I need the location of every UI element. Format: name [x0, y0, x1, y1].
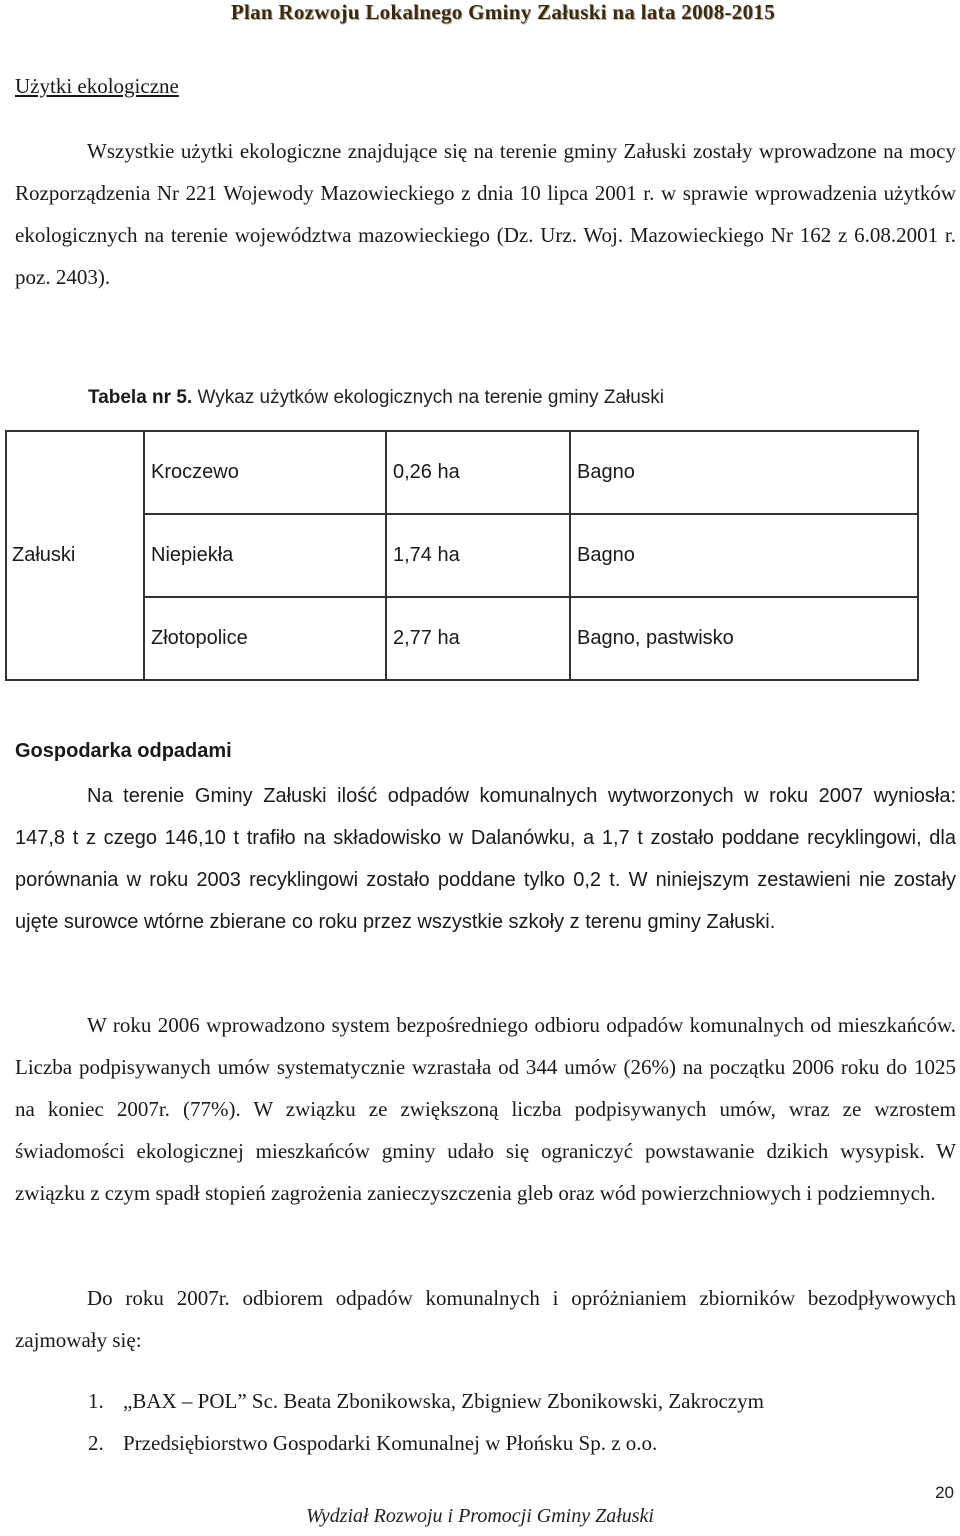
type-cell: Bagno: [570, 431, 918, 514]
gmina-cell: Załuski: [6, 431, 144, 680]
list-item-text: Przedsiębiorstwo Gospodarki Komunalnej w Płońsku Sp. z o.o.: [123, 1431, 658, 1455]
section-heading-eco: Użytki ekologiczne: [15, 74, 179, 98]
paragraph-waste-2-text: W roku 2006 wprowadzono system bezpośredniego odbioru odpadów komunalnych od mieszkańców. Liczba podpisywanych umów systematycznie wzrastała od 344 umów (26%) na początku 2006 roku do 1025 na koniec 2007r. (77%). W związku ze zwiększoną liczba podpisywanych umów, wraz ze wzrostem świadomości ekologicznej mieszkańców gminy udało się ograniczyć powstawanie dzikich wysypisk. W związku z czym spadł stopień zagrożenia zanieczyszczenia gleb oraz wód powierzchniowych i podziemnych.: [15, 1013, 956, 1205]
table-caption: [88, 384, 664, 409]
paragraph-waste-1: [15, 775, 956, 943]
type-cell: Bagno: [570, 514, 918, 597]
type-cell: Bagno, pastwisko: [570, 597, 918, 680]
firms-list: [88, 1380, 764, 1464]
list-item-text: „BAX – POL” Sc. Beata Zbonikowska, Zbigniew Zbonikowski, Zakroczym: [123, 1389, 764, 1413]
paragraph-eco-text: Wszystkie użytki ekologiczne znajdujące się na terenie gminy Załuski zostały wprowadzone na mocy Rozporządzenia Nr 221 Wojewody Mazowieckiego z dnia 10 lipca 2001 r. w sprawie wprowadzenia użytków ekologicznych na terenie województwa mazowieckiego (Dz. Urz. Woj. Mazowieckiego Nr 162 z 6.08.2001 r. poz. 2403).: [15, 139, 956, 289]
list-item-number: 1.: [88, 1389, 104, 1413]
document-header: Plan Rozwoju Lokalnego Gminy Załuski na lata 2008-2015: [230, 0, 775, 24]
place-cell: Kroczewo: [144, 431, 386, 514]
document-footer: Wydział Rozwoju i Promocji Gminy Załuski: [306, 1505, 654, 1527]
paragraph-waste-2: [15, 1004, 956, 1214]
list-item: [88, 1422, 764, 1464]
table-caption-label: Tabela nr 5.: [88, 387, 193, 408]
area-cell: 1,74 ha: [386, 514, 570, 597]
table-row: [6, 431, 918, 514]
eco-table: [5, 430, 919, 681]
list-item-number: 2.: [88, 1431, 104, 1455]
area-cell: 0,26 ha: [386, 431, 570, 514]
paragraph-eco: [15, 130, 956, 298]
place-cell: Niepiekła: [144, 514, 386, 597]
section-heading-waste: Gospodarka odpadami: [15, 740, 232, 762]
paragraph-waste-1-text: Na terenie Gminy Załuski ilość odpadów komunalnych wytworzonych w roku 2007 wyniosła: 147,8 t z czego 146,10 t trafiło na składowisko w Dalanówku, a 1,7 t zostało poddane recyklingowi, dla porównania w roku 2003 recyklingowi zostało poddane tylko 0,2 t. W niniejszym zestawieni nie zostały ujęte surowce wtórne zbierane co roku przez wszystkie szkoły z terenu gminy Załuski.: [15, 785, 956, 933]
paragraph-waste-3-text: Do roku 2007r. odbiorem odpadów komunalnych i opróżnianiem zbiorników bezodpływowych zajmowały się:: [15, 1286, 956, 1352]
paragraph-waste-3: [15, 1277, 956, 1361]
area-cell: 2,77 ha: [386, 597, 570, 680]
place-cell: Złotopolice: [144, 597, 386, 680]
list-item: [88, 1380, 764, 1422]
table-caption-text: Wykaz użytków ekologicznych na terenie gminy Załuski: [197, 387, 665, 408]
page-number: 20: [935, 1483, 954, 1502]
